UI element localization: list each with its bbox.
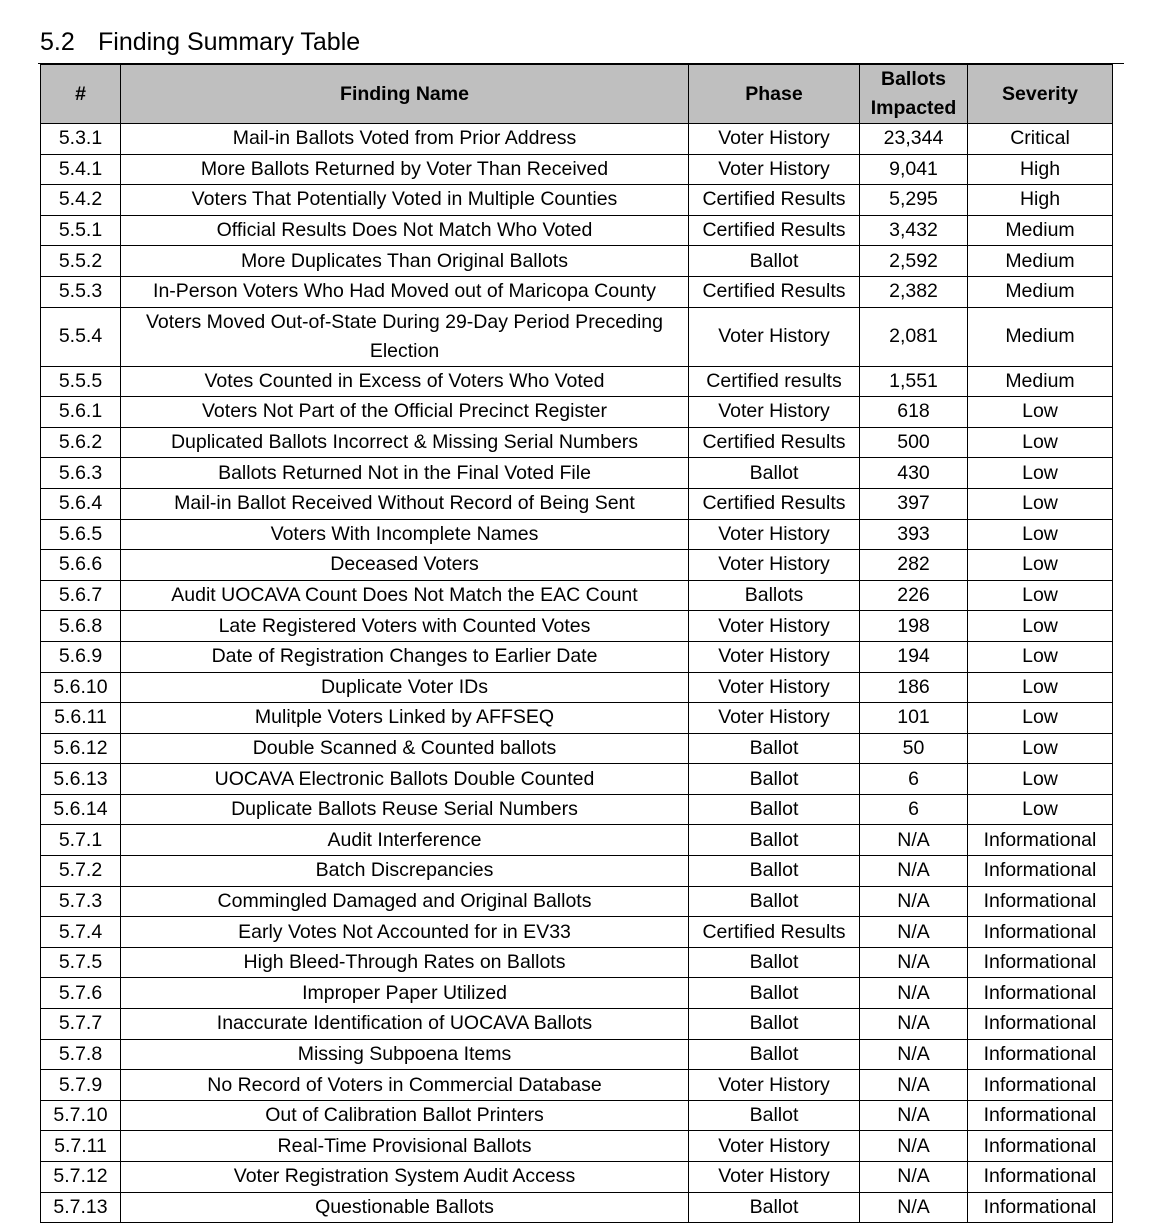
cell-phase: Ballot <box>689 1039 860 1070</box>
header-severity: Severity <box>968 65 1113 124</box>
cell-finding-name: More Duplicates Than Original Ballots <box>121 246 689 277</box>
cell-num: 5.6.9 <box>41 641 121 672</box>
cell-finding-name: Late Registered Voters with Counted Votes <box>121 611 689 642</box>
cell-finding-name: No Record of Voters in Commercial Database <box>121 1070 689 1101</box>
cell-ballots-impacted: 2,382 <box>860 276 968 307</box>
cell-severity: Medium <box>968 215 1113 246</box>
table-row <box>41 641 1113 672</box>
cell-phase: Ballot <box>689 794 860 825</box>
table-row <box>41 1009 1113 1040</box>
cell-ballots-impacted: N/A <box>860 917 968 948</box>
cell-phase: Ballot <box>689 764 860 795</box>
cell-severity: Low <box>968 427 1113 458</box>
cell-finding-name: Date of Registration Changes to Earlier Date <box>121 641 689 672</box>
cell-num: 5.7.3 <box>41 886 121 917</box>
cell-ballots-impacted: 226 <box>860 580 968 611</box>
cell-phase: Ballots <box>689 580 860 611</box>
cell-finding-name: Audit UOCAVA Count Does Not Match the EAC Count <box>121 580 689 611</box>
cell-finding-name: Duplicate Ballots Reuse Serial Numbers <box>121 794 689 825</box>
cell-severity: Critical <box>968 124 1113 155</box>
cell-phase: Ballot <box>689 825 860 856</box>
cell-phase: Certified Results <box>689 427 860 458</box>
cell-num: 5.6.11 <box>41 703 121 734</box>
cell-phase: Certified Results <box>689 185 860 216</box>
cell-finding-name: Missing Subpoena Items <box>121 1039 689 1070</box>
cell-finding-name: Inaccurate Identification of UOCAVA Ballots <box>121 1009 689 1040</box>
cell-ballots-impacted: N/A <box>860 947 968 978</box>
cell-phase: Voter History <box>689 672 860 703</box>
cell-severity: Informational <box>968 978 1113 1009</box>
cell-finding-name: Mail-in Ballots Voted from Prior Address <box>121 124 689 155</box>
cell-ballots-impacted: 393 <box>860 519 968 550</box>
cell-finding-name: Voters That Potentially Voted in Multiple Counties <box>121 185 689 216</box>
header-phase: Phase <box>689 65 860 124</box>
cell-num: 5.6.3 <box>41 458 121 489</box>
cell-num: 5.7.6 <box>41 978 121 1009</box>
cell-num: 5.5.5 <box>41 366 121 397</box>
section-heading <box>40 26 360 58</box>
cell-ballots-impacted: N/A <box>860 1070 968 1101</box>
cell-severity: Informational <box>968 856 1113 887</box>
cell-num: 5.7.4 <box>41 917 121 948</box>
cell-ballots-impacted: 194 <box>860 641 968 672</box>
cell-num: 5.5.2 <box>41 246 121 277</box>
cell-severity: Low <box>968 519 1113 550</box>
cell-ballots-impacted: N/A <box>860 886 968 917</box>
cell-num: 5.7.11 <box>41 1131 121 1162</box>
cell-ballots-impacted: 101 <box>860 703 968 734</box>
cell-ballots-impacted: N/A <box>860 1131 968 1162</box>
cell-num: 5.5.1 <box>41 215 121 246</box>
cell-num: 5.6.2 <box>41 427 121 458</box>
table-row <box>41 519 1113 550</box>
section-title: Finding Summary Table <box>98 28 361 56</box>
cell-finding-name: Double Scanned & Counted ballots <box>121 733 689 764</box>
cell-severity: Informational <box>968 1070 1113 1101</box>
cell-ballots-impacted: N/A <box>860 1100 968 1131</box>
cell-num: 5.5.3 <box>41 276 121 307</box>
cell-severity: Informational <box>968 825 1113 856</box>
cell-severity: Low <box>968 764 1113 795</box>
cell-ballots-impacted: N/A <box>860 1009 968 1040</box>
cell-phase: Voter History <box>689 1070 860 1101</box>
cell-num: 5.7.13 <box>41 1192 121 1223</box>
cell-finding-name: UOCAVA Electronic Ballots Double Counted <box>121 764 689 795</box>
header-num: # <box>41 65 121 124</box>
table-row <box>41 886 1113 917</box>
cell-num: 5.5.4 <box>41 307 121 366</box>
cell-finding-name: Deceased Voters <box>121 550 689 581</box>
table-row <box>41 397 1113 428</box>
cell-finding-name: Votes Counted in Excess of Voters Who Voted <box>121 366 689 397</box>
table-header-row <box>41 65 1113 124</box>
cell-finding-name: Questionable Ballots <box>121 1192 689 1223</box>
table-row <box>41 733 1113 764</box>
cell-ballots-impacted: N/A <box>860 978 968 1009</box>
table-row <box>41 458 1113 489</box>
cell-severity: Low <box>968 458 1113 489</box>
cell-ballots-impacted: 397 <box>860 488 968 519</box>
cell-num: 5.6.4 <box>41 488 121 519</box>
cell-phase: Voter History <box>689 307 860 366</box>
table-row <box>41 307 1113 366</box>
cell-phase: Voter History <box>689 124 860 155</box>
cell-severity: Low <box>968 397 1113 428</box>
cell-ballots-impacted: 6 <box>860 794 968 825</box>
cell-num: 5.4.1 <box>41 154 121 185</box>
table-row <box>41 1070 1113 1101</box>
cell-finding-name: Official Results Does Not Match Who Voted <box>121 215 689 246</box>
cell-severity: Informational <box>968 1131 1113 1162</box>
cell-finding-name: Mail-in Ballot Received Without Record of Being Sent <box>121 488 689 519</box>
cell-phase: Voter History <box>689 519 860 550</box>
table-row <box>41 185 1113 216</box>
cell-finding-name: Batch Discrepancies <box>121 856 689 887</box>
cell-phase: Voter History <box>689 1131 860 1162</box>
table-row <box>41 276 1113 307</box>
cell-severity: Low <box>968 580 1113 611</box>
cell-severity: Informational <box>968 947 1113 978</box>
cell-severity: Low <box>968 611 1113 642</box>
cell-severity: Low <box>968 794 1113 825</box>
cell-num: 5.7.1 <box>41 825 121 856</box>
table-row <box>41 550 1113 581</box>
cell-ballots-impacted: 2,081 <box>860 307 968 366</box>
cell-finding-name: Voters Moved Out-of-State During 29-Day Period Preceding Election <box>121 307 689 366</box>
table-row <box>41 703 1113 734</box>
table-row <box>41 978 1113 1009</box>
cell-severity: Informational <box>968 917 1113 948</box>
cell-finding-name: Improper Paper Utilized <box>121 978 689 1009</box>
cell-num: 5.6.6 <box>41 550 121 581</box>
cell-num: 5.6.7 <box>41 580 121 611</box>
cell-finding-name: Duplicated Ballots Incorrect & Missing Serial Numbers <box>121 427 689 458</box>
cell-severity: Low <box>968 641 1113 672</box>
table-row <box>41 427 1113 458</box>
cell-finding-name: Ballots Returned Not in the Final Voted File <box>121 458 689 489</box>
table-row <box>41 1192 1113 1223</box>
cell-ballots-impacted: N/A <box>860 1039 968 1070</box>
table-row <box>41 124 1113 155</box>
cell-severity: Informational <box>968 1162 1113 1193</box>
table-row <box>41 1162 1113 1193</box>
cell-finding-name: More Ballots Returned by Voter Than Received <box>121 154 689 185</box>
finding-summary-table <box>40 64 1113 1223</box>
cell-ballots-impacted: 5,295 <box>860 185 968 216</box>
cell-phase: Certified Results <box>689 917 860 948</box>
table-row <box>41 1131 1113 1162</box>
cell-num: 5.7.5 <box>41 947 121 978</box>
cell-phase: Voter History <box>689 154 860 185</box>
cell-phase: Certified results <box>689 366 860 397</box>
cell-phase: Voter History <box>689 703 860 734</box>
cell-num: 5.7.8 <box>41 1039 121 1070</box>
cell-severity: Medium <box>968 246 1113 277</box>
cell-severity: Informational <box>968 1009 1113 1040</box>
cell-num: 5.6.12 <box>41 733 121 764</box>
cell-phase: Ballot <box>689 886 860 917</box>
cell-ballots-impacted: 9,041 <box>860 154 968 185</box>
cell-num: 5.4.2 <box>41 185 121 216</box>
cell-severity: Low <box>968 488 1113 519</box>
table-row <box>41 215 1113 246</box>
cell-ballots-impacted: N/A <box>860 1192 968 1223</box>
table-row <box>41 672 1113 703</box>
cell-ballots-impacted: N/A <box>860 856 968 887</box>
cell-num: 5.6.1 <box>41 397 121 428</box>
cell-ballots-impacted: 618 <box>860 397 968 428</box>
table-row <box>41 246 1113 277</box>
cell-phase: Certified Results <box>689 488 860 519</box>
section-number: 5.2 <box>40 28 75 56</box>
cell-finding-name: Out of Calibration Ballot Printers <box>121 1100 689 1131</box>
cell-ballots-impacted: 1,551 <box>860 366 968 397</box>
cell-ballots-impacted: 23,344 <box>860 124 968 155</box>
cell-severity: Medium <box>968 307 1113 366</box>
cell-severity: Medium <box>968 276 1113 307</box>
cell-ballots-impacted: 430 <box>860 458 968 489</box>
cell-ballots-impacted: 186 <box>860 672 968 703</box>
cell-severity: Low <box>968 733 1113 764</box>
cell-num: 5.7.12 <box>41 1162 121 1193</box>
cell-num: 5.7.9 <box>41 1070 121 1101</box>
cell-ballots-impacted: N/A <box>860 1162 968 1193</box>
cell-finding-name: Voters Not Part of the Official Precinct Register <box>121 397 689 428</box>
header-ballots-line2: Impacted <box>870 97 957 119</box>
cell-num: 5.6.13 <box>41 764 121 795</box>
cell-finding-name: Mulitple Voters Linked by AFFSEQ <box>121 703 689 734</box>
cell-num: 5.6.5 <box>41 519 121 550</box>
cell-phase: Voter History <box>689 397 860 428</box>
cell-num: 5.6.10 <box>41 672 121 703</box>
cell-severity: Low <box>968 550 1113 581</box>
table-row <box>41 1039 1113 1070</box>
cell-finding-name: Early Votes Not Accounted for in EV33 <box>121 917 689 948</box>
cell-phase: Ballot <box>689 733 860 764</box>
table-row <box>41 154 1113 185</box>
cell-phase: Voter History <box>689 611 860 642</box>
cell-severity: Medium <box>968 366 1113 397</box>
cell-finding-name: Voters With Incomplete Names <box>121 519 689 550</box>
cell-num: 5.7.2 <box>41 856 121 887</box>
cell-phase: Ballot <box>689 458 860 489</box>
cell-ballots-impacted: 50 <box>860 733 968 764</box>
cell-phase: Certified Results <box>689 215 860 246</box>
table-row <box>41 856 1113 887</box>
table-row <box>41 764 1113 795</box>
table-row <box>41 1100 1113 1131</box>
cell-ballots-impacted: 6 <box>860 764 968 795</box>
cell-num: 5.6.8 <box>41 611 121 642</box>
table-row <box>41 366 1113 397</box>
table-body <box>41 124 1113 1223</box>
cell-finding-name: Commingled Damaged and Original Ballots <box>121 886 689 917</box>
cell-ballots-impacted: N/A <box>860 825 968 856</box>
table-row <box>41 794 1113 825</box>
cell-phase: Ballot <box>689 947 860 978</box>
header-ballots-impacted <box>860 65 968 124</box>
cell-phase: Ballot <box>689 856 860 887</box>
cell-finding-name: Voter Registration System Audit Access <box>121 1162 689 1193</box>
cell-finding-name: High Bleed-Through Rates on Ballots <box>121 947 689 978</box>
table-row <box>41 947 1113 978</box>
cell-num: 5.7.7 <box>41 1009 121 1040</box>
cell-ballots-impacted: 282 <box>860 550 968 581</box>
cell-phase: Ballot <box>689 1192 860 1223</box>
header-ballots-line1: Ballots <box>880 68 946 90</box>
table-row <box>41 825 1113 856</box>
cell-phase: Ballot <box>689 1009 860 1040</box>
cell-finding-name: In-Person Voters Who Had Moved out of Maricopa County <box>121 276 689 307</box>
cell-severity: Informational <box>968 1100 1113 1131</box>
table-row <box>41 488 1113 519</box>
cell-phase: Certified Results <box>689 276 860 307</box>
cell-severity: Informational <box>968 1039 1113 1070</box>
cell-ballots-impacted: 500 <box>860 427 968 458</box>
cell-num: 5.7.10 <box>41 1100 121 1131</box>
cell-finding-name: Audit Interference <box>121 825 689 856</box>
cell-ballots-impacted: 2,592 <box>860 246 968 277</box>
cell-phase: Voter History <box>689 641 860 672</box>
cell-phase: Ballot <box>689 978 860 1009</box>
table-row <box>41 580 1113 611</box>
cell-phase: Voter History <box>689 550 860 581</box>
cell-severity: Informational <box>968 886 1113 917</box>
cell-num: 5.6.14 <box>41 794 121 825</box>
cell-phase: Ballot <box>689 246 860 277</box>
cell-phase: Voter History <box>689 1162 860 1193</box>
cell-severity: Informational <box>968 1192 1113 1223</box>
cell-finding-name: Real-Time Provisional Ballots <box>121 1131 689 1162</box>
cell-severity: Low <box>968 703 1113 734</box>
header-finding-name: Finding Name <box>121 65 689 124</box>
cell-ballots-impacted: 198 <box>860 611 968 642</box>
cell-finding-name: Duplicate Voter IDs <box>121 672 689 703</box>
cell-severity: Low <box>968 672 1113 703</box>
cell-phase: Ballot <box>689 1100 860 1131</box>
cell-severity: High <box>968 185 1113 216</box>
table-row <box>41 611 1113 642</box>
cell-severity: High <box>968 154 1113 185</box>
table-row <box>41 917 1113 948</box>
cell-ballots-impacted: 3,432 <box>860 215 968 246</box>
cell-num: 5.3.1 <box>41 124 121 155</box>
